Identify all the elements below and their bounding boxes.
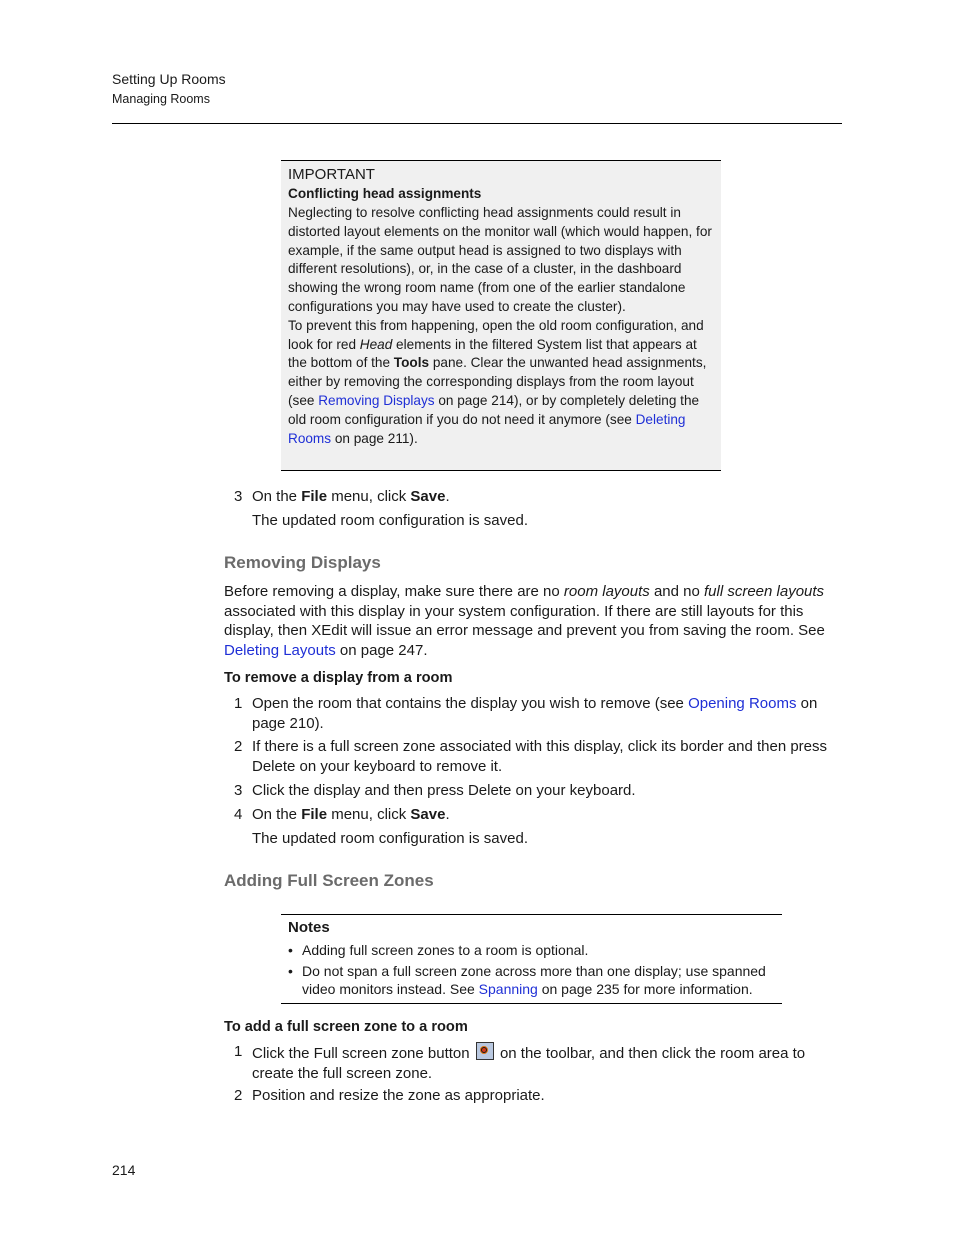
link-opening-rooms[interactable]: Opening Rooms	[688, 695, 797, 712]
note-item: • Do not span a full screen zone across more than one display; use spanned video monitors instead. See Spanning on page 235 for more information.	[288, 962, 766, 998]
link-deleting-layouts[interactable]: Deleting Layouts	[224, 641, 336, 659]
notes-list	[288, 941, 775, 999]
step-text: If there is a full screen zone associated with this display, click its border and then press Delete on your keyboard to remove it.	[252, 738, 828, 775]
bullet: •	[288, 962, 293, 979]
procedure-title-add-zone: To add a full screen zone to a room	[224, 1019, 468, 1035]
remove-step-4-result: The updated room configuration is saved.	[252, 830, 528, 847]
step-number: 3	[234, 782, 243, 799]
header-rule	[112, 123, 842, 124]
step-text: Click the display and then press Delete on your keyboard.	[252, 782, 636, 799]
head-term: Head	[359, 336, 393, 352]
step-number: 2	[234, 738, 243, 755]
procedure-title-remove-display: To remove a display from a room	[224, 670, 453, 686]
important-paragraph-2: To prevent this from happening, open the old room configuration, and look for red Head elements in the filtered System list that appears at the bottom of the Tools pane. Clear the unwanted head assignments, either by removing the corresponding displays from the room layout (see Removing Displays on page 214), or by completely deleting the old room configuration if you do not need it anymore (see Deleting Rooms on page 211).	[288, 317, 707, 446]
notes-box	[281, 914, 782, 1004]
important-label: IMPORTANT	[288, 166, 375, 183]
full-screen-zone-icon	[476, 1042, 494, 1060]
heading-removing-displays: Removing Displays	[224, 553, 381, 572]
link-deleting-rooms[interactable]: Deleting Rooms	[288, 411, 686, 446]
bullet: •	[288, 942, 293, 958]
step-number: 1	[234, 1043, 243, 1060]
step-3-result: The updated room configuration is saved.	[252, 512, 528, 529]
step-number: 4	[234, 806, 243, 823]
link-spanning[interactable]: Spanning	[478, 981, 538, 998]
notes-title: Notes	[288, 919, 330, 936]
step-text: On the File menu, click Save.	[252, 488, 450, 505]
step-text: Click the Full screen zone button on the toolbar, and then click the room area to create the full screen zone.	[252, 1042, 837, 1083]
step-number: 2	[234, 1087, 243, 1104]
step-number: 3	[234, 488, 243, 505]
tools-term: Tools	[393, 355, 430, 371]
heading-adding-full-screen-zones: Adding Full Screen Zones	[224, 871, 434, 890]
step-text: Position and resize the zone as appropriate.	[252, 1087, 545, 1104]
important-title: Conflicting head assignments	[288, 186, 482, 201]
important-paragraph-1: Neglecting to resolve conflicting head assignments could result in distorted layout elements on the monitor wall (which would happen, for example, if the same output head is assigned to two displays with different resolutions), or, in the case of a cluster, in the dashboard showing the wrong room name (from one of the earlier standalone configurations you may have used to create the cluster).	[288, 205, 712, 314]
link-removing-displays[interactable]: Removing Displays	[318, 392, 435, 408]
step-number: 1	[234, 695, 243, 712]
step-text: On the File menu, click Save.	[252, 806, 450, 823]
page-number: 214	[112, 1162, 136, 1178]
important-callout	[281, 160, 721, 471]
running-header-section: Managing Rooms	[112, 92, 210, 106]
removing-intro: Before removing a display, make sure there are no room layouts and no full screen layouts associated with this display in your system configuration. If there are still layouts for this display, then XEdit will issue an error message and prevent you from saving the room. See Deleting Layouts on page 247.	[224, 583, 825, 659]
step-text: Open the room that contains the display you wish to remove (see Opening Rooms on page 210).	[252, 695, 818, 732]
note-item: • Adding full screen zones to a room is optional.	[288, 942, 589, 958]
running-header-chapter: Setting Up Rooms	[112, 71, 226, 87]
